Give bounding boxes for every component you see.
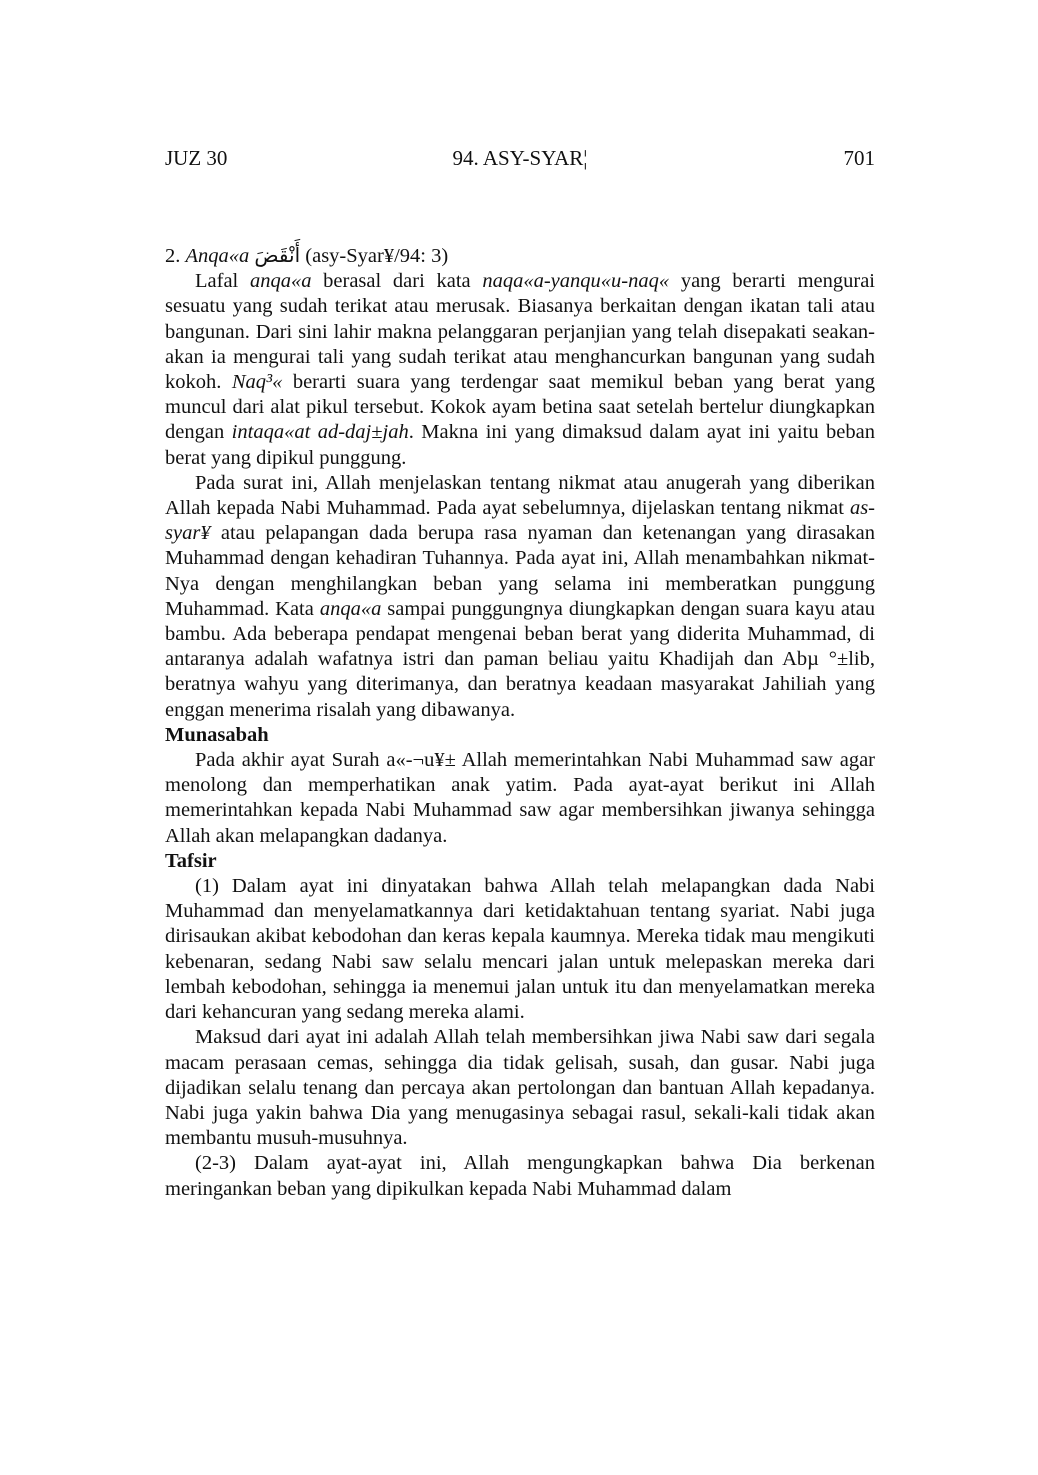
tafsir-paragraph-1: (1) Dalam ayat ini dinyatakan bahwa Allah telah melapangkan dada Nabi Muhammad dan menyelamatkannya dari ketidaktahuan tentang syariat. Nabi juga dirisaukan akibat kebodohan dan keras kepala kaumnya. Mereka tidak mau mengikuti kebenaran, sedang Nabi saw selalu mencari jalan untuk melepaskan mereka dari lembah kebodohan, sehingga ia menemui jalan untuk itu dan menyelamatkan mereka dari kehancuran yang sedang mereka alami.	[165, 875, 875, 1024]
juz-label: JUZ 30	[165, 146, 228, 170]
text: . Makna ini yang dimaksud dalam ayat ini yaitu beban berat yang dipikul punggung.	[165, 421, 875, 469]
italic-term: intaqa«at ad-daj±jah	[231, 421, 409, 444]
text: sampai punggungnya diungkapkan dengan suara kayu atau bambu. Ada beberapa pendapat mengenai beban berat yang diderita Muhammad, di antaranya adalah wafatnya istri dan paman beliau yaitu Khadijah dan Abµ °±lib, beratnya wahyu yang diterimanya, dan beratnya keadaan masyarakat Jahiliah yang enggan menerima risalah yang dibawanya.	[165, 597, 875, 721]
tafsir-heading: Tafsir	[165, 849, 217, 872]
text: Pada surat ini, Allah menjelaskan tentang nikmat atau anugerah yang diberikan Allah kepada Nabi Muhammad. Pada ayat sebelumnya, dijelaskan tentang nikmat	[165, 471, 875, 520]
page-header	[165, 146, 875, 174]
text: atau pelapangan dada berupa rasa nyaman dan ketenangan yang dirasakan Muhammad dengan kehadiran Tuhannya. Pada ayat ini, Allah menambahkan nikmat-Nya dengan menghilangkan beban yang selama ini memberatkan punggung Muhammad. Kata	[165, 522, 875, 620]
text: Lafal	[195, 270, 250, 293]
italic-term: naqa«a-yanqu«u-naq«	[482, 270, 670, 293]
entry-number: 2.	[165, 245, 181, 267]
entry-reference: (asy-Syar¥/94: 3)	[305, 245, 449, 267]
paragraph-surat	[165, 471, 875, 723]
text: berarti suara yang terdengar saat memikul beban yang berat yang muncul dari alat pikul tersebut. Kokok ayam betina saat setelah bertelur diungkapkan dengan	[165, 371, 876, 444]
surah-title: 94. ASY-SYAR¦	[452, 146, 588, 170]
italic-term: Naq³«	[231, 371, 283, 394]
tafsir-paragraph-3: (2-3) Dalam ayat-ayat ini, Allah mengungkapkan bahwa Dia berkenan meringankan beban yang dipikulkan kepada Nabi Muhammad dalam	[165, 1152, 875, 1200]
italic-term: as-syar¥	[165, 497, 875, 545]
text: berasal dari kata	[311, 270, 483, 293]
munasabah-paragraph: Pada akhir ayat Surah a«-¬u¥± Allah memerintahkan Nabi Muhammad saw agar menolong dan memperhatikan anak yatim. Pada ayat-ayat berikut ini Allah memerintahkan kepada Nabi Muhammad saw agar membersihkan jiwanya sehingga Allah akan melapangkan dadanya.	[165, 749, 875, 847]
tafsir-paragraph-2: Maksud dari ayat ini adalah Allah telah membersihkan jiwa Nabi saw dari segala macam perasaan cemas, sehingga dia tidak gelisah, susah, dan gusar. Nabi juga dijadikan selalu tenang dan percaya akan pertolongan dan bantuan Allah kepadanya. Nabi juga yakin bahwa Dia yang menugasinya sebagai rasul, sekali-kali tidak akan membantu musuh-musuhnya.	[165, 1026, 875, 1150]
entry-arabic: أَنْقَضَ	[254, 243, 301, 267]
page-number: 701	[843, 146, 875, 170]
vocabulary-entry	[165, 243, 875, 269]
italic-term: anqa«a	[319, 597, 382, 620]
entry-term: Anqa«a	[185, 245, 250, 267]
paragraph-lafal	[165, 269, 875, 471]
text: yang berarti mengurai sesuatu yang sudah terikat atau merusak. Biasanya berkaitan dengan ikatan tali atau bangunan. Dari sini lahir makna pelanggaran perjanjian yang telah disepakati seakan-akan ia mengurai tali yang sudah terikat atau menghancurkan bangunan yang sudah kokoh.	[165, 270, 875, 394]
page-body	[165, 243, 875, 1202]
italic-term: anqa«a	[249, 270, 312, 293]
munasabah-heading: Munasabah	[165, 723, 269, 746]
